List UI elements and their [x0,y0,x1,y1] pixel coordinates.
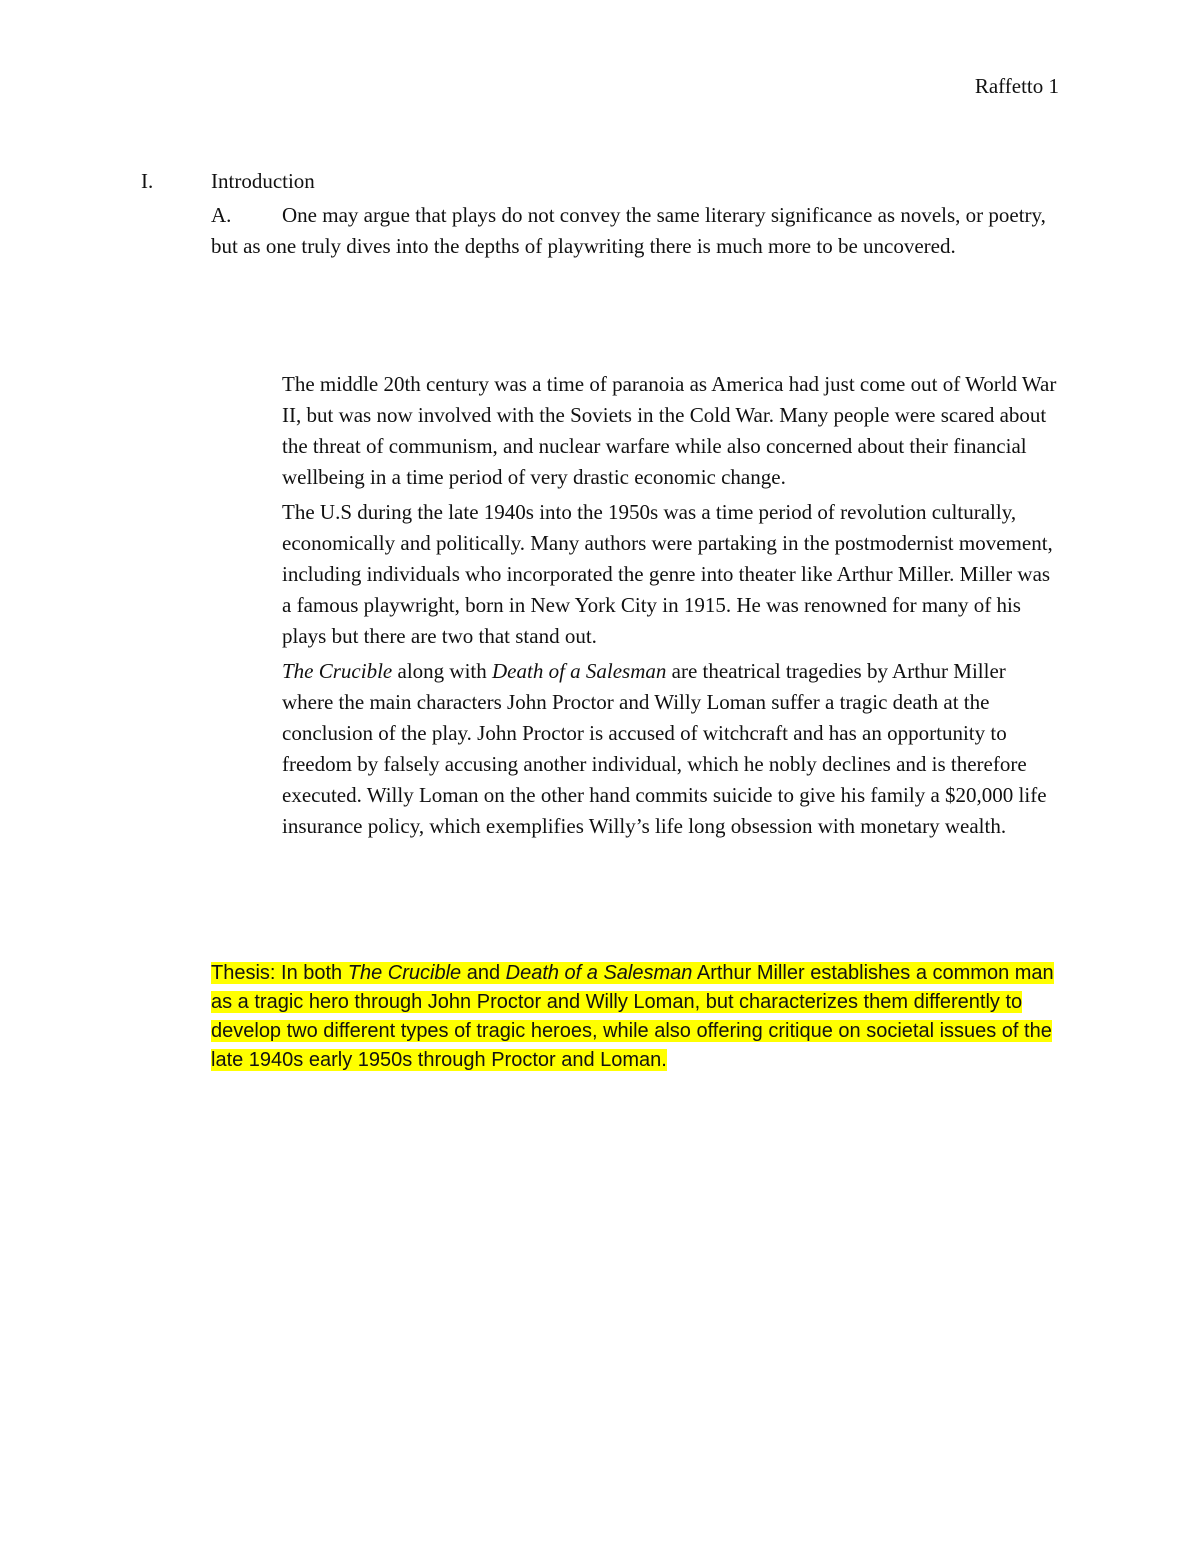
paragraph-text: along with [392,659,492,683]
thesis-title-the-crucible: The Crucible [347,962,462,984]
thesis-text: Arthur Miller establishes a common man as a tragic hero through John Proctor and Willy Loman, but characterizes them differently to develop two different types of tragic heroes, while also offering critique on societal issues of the late 1940s early 1950s through Proctor and Loman. [211,962,1054,1071]
subpoint-text: One may argue that plays do not convey the same literary significance as novels, or poetry, but as one truly dives into the depths of playwriting there is much more to be uncovered. [211,203,1046,258]
running-head: Raffetto 1 [974,74,1059,98]
thesis-statement [211,959,1066,1075]
paragraph-miller-background: The U.S during the late 1940s into the 1950s was a time period of revolution culturally, economically and politically. Many authors were partaking in the postmodernist movement, including individuals who incorporated the genre into theater like Arthur Miller. Miller was a famous playwright, born in New York City in 1915. He was renowned for many of his plays but there are two that stand out. [282,500,1053,648]
paragraph-historical-context: The middle 20th century was a time of paranoia as America had just come out of World War II, but was now involved with the Soviets in the Cold War. Many people were scared about the threat of communism, and nuclear warfare while also concerned about their financial wellbeing in a time period of very drastic economic change. [282,372,1057,489]
title-death-of-a-salesman: Death of a Salesman [492,659,667,683]
outline-numeral: I. [141,169,154,193]
title-the-crucible: The Crucible [282,659,393,683]
thesis-title-death-of-a-salesman: Death of a Salesman [505,962,693,984]
paragraph-text: are theatrical tragedies by Arthur Miller where the main characters John Proctor and Willy Loman suffer a tragic death at the conclusion of the play. John Proctor is accused of witchcraft and has an opportunity to freedom by falsely accusing another individual, which he nobly declines and is therefore executed. Willy Loman on the other hand commits suicide to give his family a $20,000 life insurance policy, which exemplifies Willy’s life long obsession with monetary wealth. [282,659,1047,838]
outline-subpoint [211,200,1061,262]
paragraph-tragedies [282,656,1057,842]
thesis-lead: Thesis: In both [211,962,348,984]
subpoint-marker: A. [211,203,232,227]
section-title: Introduction [211,169,315,193]
body-paragraphs [282,369,1057,846]
thesis-text: and [461,962,506,984]
